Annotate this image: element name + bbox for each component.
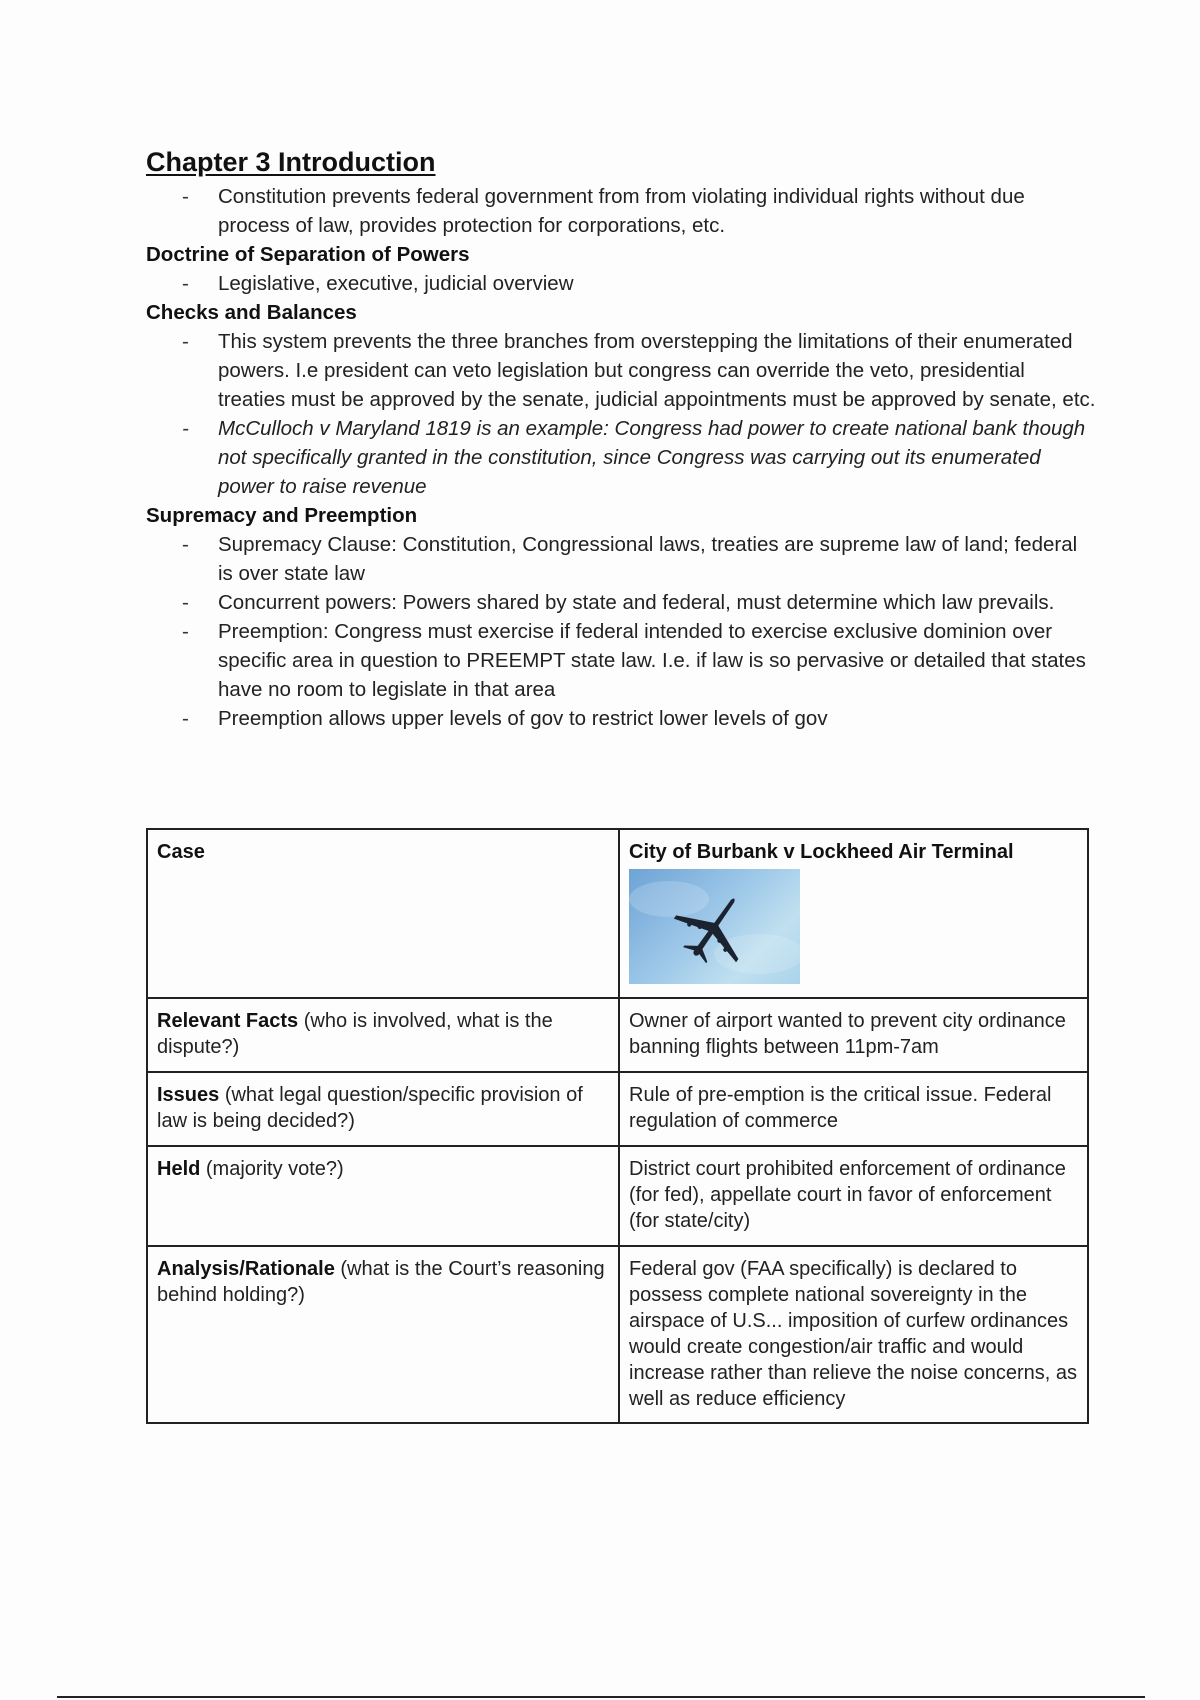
separation-of-powers-bullets	[146, 269, 1096, 298]
bullet-item: - Preemption: Congress must exercise if federal intended to exercise exclusive dominion over specific area in question to PREEMPT state law. I.e. if law is so pervasive or detailed that states have no room to legislate in that area	[146, 617, 1096, 704]
row-value: District court prohibited enforcement of ordinance (for fed), appellate court in favor of enforcement (for state/city)	[619, 1146, 1088, 1246]
supremacy-and-preemption-bullets	[146, 530, 1096, 733]
row-value: Owner of airport wanted to prevent city ordinance banning flights between 11pm-7am	[619, 998, 1088, 1072]
section-heading-checks-and-balances: Checks and Balances	[146, 301, 357, 324]
bullet-item: - Preemption allows upper levels of gov to restrict lower levels of gov	[146, 704, 1096, 733]
row-value	[619, 829, 1088, 998]
case-brief-table	[146, 828, 1089, 1424]
document-page	[146, 146, 1096, 733]
row-label-bold: Analysis/Rationale	[157, 1258, 335, 1280]
row-label	[147, 1146, 619, 1246]
table-row-issues	[147, 1072, 1088, 1146]
row-label	[147, 998, 619, 1072]
row-label-hint: (who is involved, what is the dispute?)	[157, 1010, 553, 1058]
table-row-case	[147, 829, 1088, 998]
section-heading-supremacy-and-preemption: Supremacy and Preemption	[146, 504, 418, 527]
airplane-icon	[629, 869, 800, 984]
bullet-item: - This system prevents the three branches from overstepping the limitations of their enumerated powers. I.e president can veto legislation but congress can override the veto, presidential treaties must be approved by the senate, judicial appointments must be approved by senate, etc.	[146, 327, 1096, 414]
row-label-bold: Held	[157, 1158, 201, 1180]
table-row-held	[147, 1146, 1088, 1246]
row-label	[147, 1246, 619, 1423]
bullet-item: - Supremacy Clause: Constitution, Congressional laws, treaties are supreme law of land; federal is over state law	[146, 530, 1096, 588]
section-heading-separation-of-powers: Doctrine of Separation of Powers	[146, 243, 470, 266]
table-row-relevant-facts	[147, 998, 1088, 1072]
page-bottom-divider	[57, 1696, 1145, 1698]
case-name: City of Burbank v Lockheed Air Terminal	[629, 841, 1014, 863]
row-label	[147, 829, 619, 998]
row-label-hint: (majority vote?)	[200, 1158, 344, 1180]
row-value: Federal gov (FAA specifically) is declared to possess complete national sovereignty in the airspace of U.S... imposition of curfew ordinances would create congestion/air traffic and would increase rather than relieve the noise concerns, as well as reduce efficiency	[619, 1246, 1088, 1423]
bullet-item: - Legislative, executive, judicial overview	[146, 269, 1096, 298]
row-label-bold: Relevant Facts	[157, 1010, 299, 1032]
row-label-bold: Issues	[157, 1084, 220, 1106]
bullet-item-mcculloch-example: - McCulloch v Maryland 1819 is an example: Congress had power to create national bank though not specifically granted in the constitution, since Congress was carrying out its enumerated power to raise revenue	[146, 414, 1096, 501]
row-value: Rule of pre-emption is the critical issue. Federal regulation of commerce	[619, 1072, 1088, 1146]
page-title: Chapter 3 Introduction	[146, 147, 436, 177]
row-label-hint: (what is the Court’s reasoning behind holding?)	[157, 1258, 605, 1306]
row-label-bold: Case	[157, 841, 205, 863]
bullet-item: - Constitution prevents federal government from from violating individual rights without due process of law, provides protection for corporations, etc.	[146, 182, 1096, 240]
airplane-photo	[629, 869, 800, 984]
bullet-item: - Concurrent powers: Powers shared by state and federal, must determine which law prevails.	[146, 588, 1096, 617]
row-label-hint: (what legal question/specific provision of law is being decided?)	[157, 1084, 583, 1132]
intro-bullet-list	[146, 182, 1096, 240]
checks-and-balances-bullets	[146, 327, 1096, 501]
row-label	[147, 1072, 619, 1146]
table-row-analysis-rationale	[147, 1246, 1088, 1423]
